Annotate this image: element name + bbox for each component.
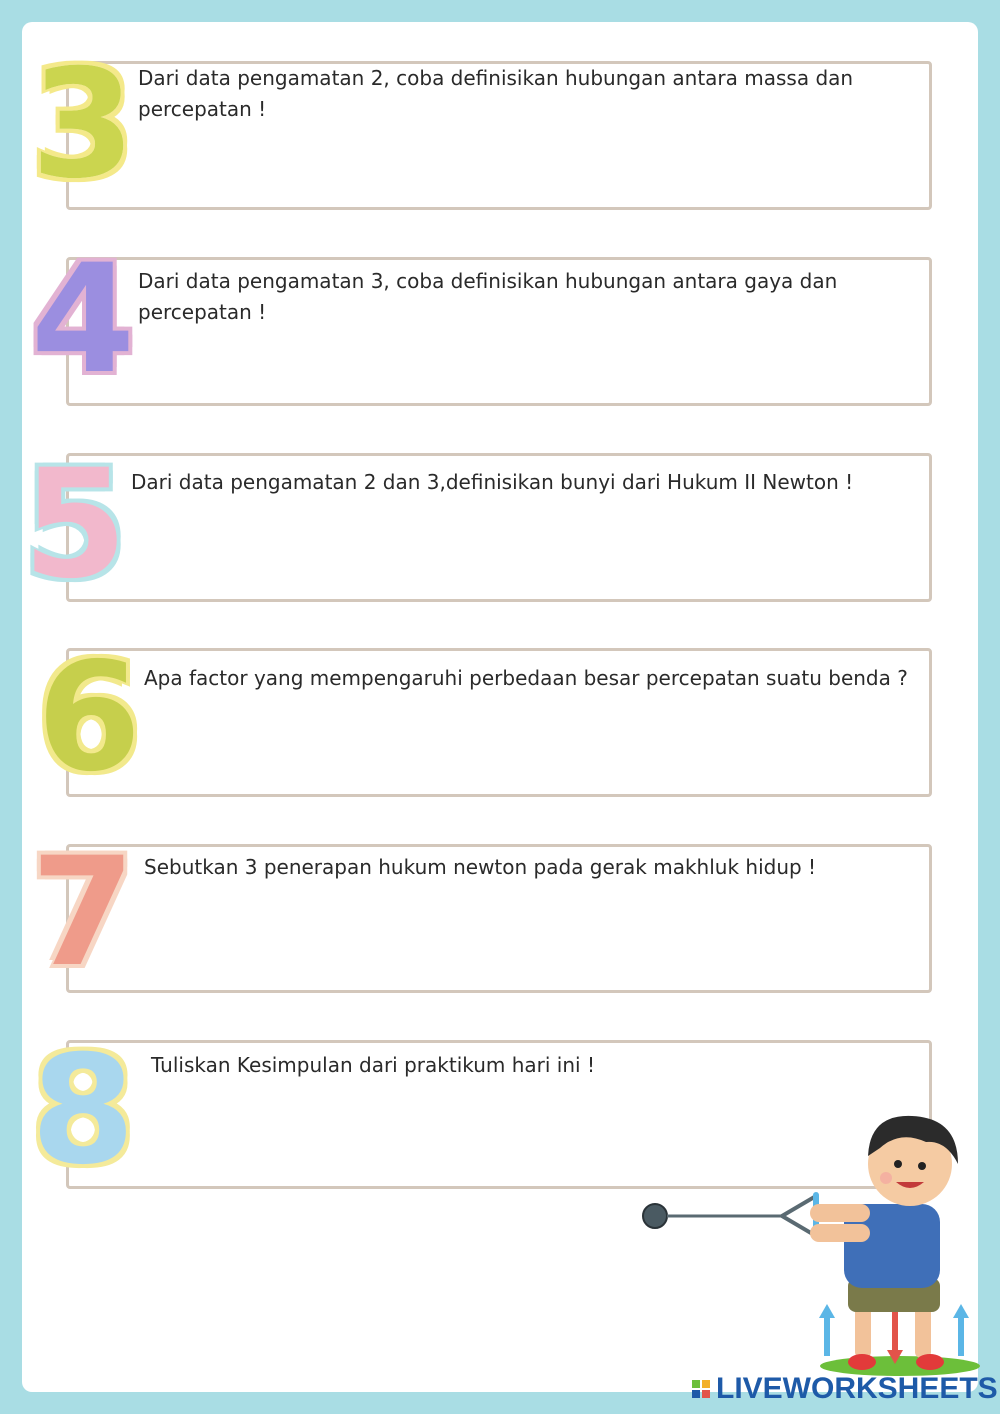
logo-grid-icon <box>692 1380 710 1398</box>
number-8-icon: 8 <box>30 1024 136 1198</box>
question-4-text: Dari data pengamatan 3, coba definisikan hubungan antara gaya dan percepatan ! <box>138 269 838 324</box>
question-5-text: Dari data pengamatan 2 dan 3,definisikan bunyi dari Hukum II Newton ! <box>131 470 854 494</box>
question-6-text: Apa factor yang mempengaruhi perbedaan besar percepatan suatu benda ? <box>144 666 908 690</box>
number-5-icon: 5 <box>22 438 128 612</box>
number-3-icon: 3 <box>30 38 136 212</box>
question-3-text: Dari data pengamatan 2, coba definisikan hubungan antara massa dan percepatan ! <box>138 66 854 121</box>
liveworksheets-logo <box>692 1373 998 1405</box>
number-6-icon: 6 <box>36 631 142 805</box>
boy-pulling-rope-illustration <box>630 1100 990 1390</box>
question-7-text: Sebutkan 3 penerapan hukum newton pada gerak makhluk hidup ! <box>144 855 817 879</box>
brand-name: LIVEWORKSHEETS <box>716 1372 998 1405</box>
number-7-icon: 7 <box>30 826 136 1000</box>
number-4-icon: 4 <box>30 233 136 407</box>
question-8-text: Tuliskan Kesimpulan dari praktikum hari ini ! <box>151 1053 595 1077</box>
